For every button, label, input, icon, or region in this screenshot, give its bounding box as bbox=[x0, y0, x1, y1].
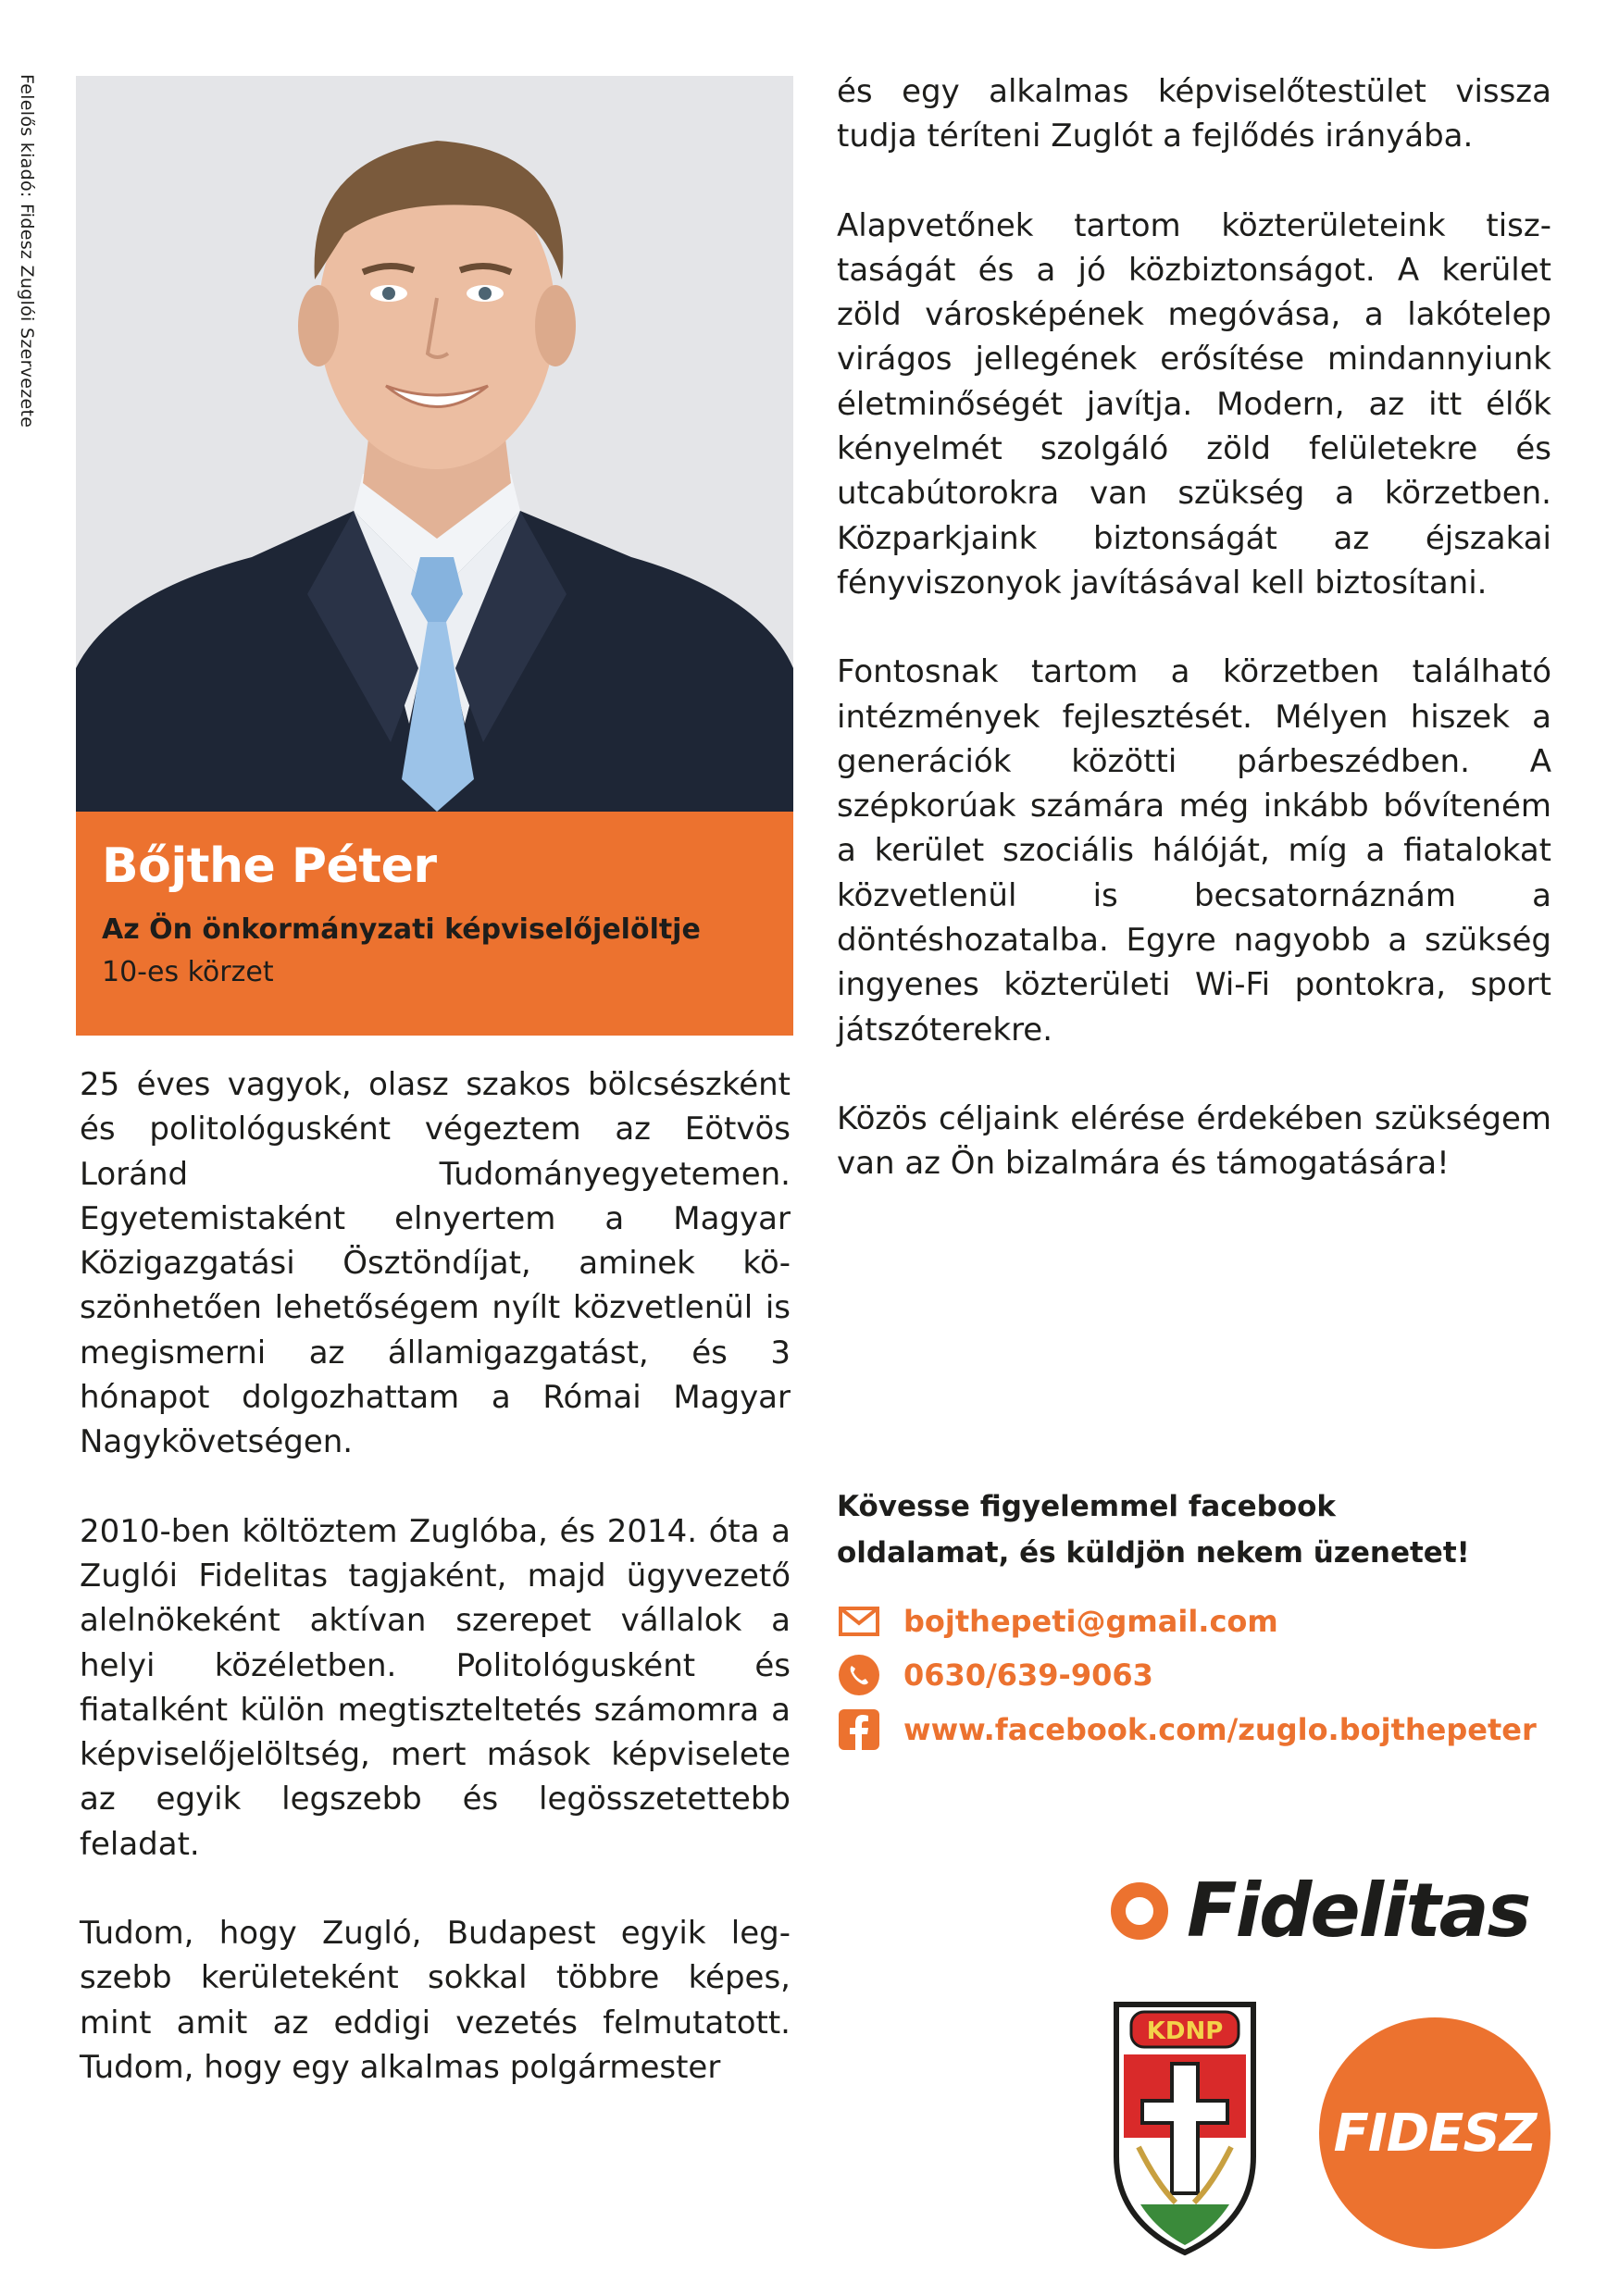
paragraph: Közös céljaink elérése érdekében szükségem van az Ön bizalmára és támogatására! bbox=[837, 1099, 1551, 1183]
facebook-contact[interactable] bbox=[837, 1707, 1537, 1752]
candidate-photo bbox=[76, 76, 793, 812]
candidate-name: Bőjthe Péter bbox=[102, 838, 437, 894]
left-column-text bbox=[80, 1062, 791, 2134]
facebook-icon bbox=[837, 1707, 881, 1752]
follow-line-2: oldalamat, és küldjön nekem üzenetet! bbox=[837, 1536, 1470, 1570]
envelope-icon bbox=[837, 1599, 881, 1644]
phone-number[interactable]: 0630/639-9063 bbox=[903, 1657, 1153, 1693]
paragraph: 2010-ben költöztem Zuglóba, és 2014. óta a Zuglói Fidelitas tagjaként, majd ügyvezető alelnökeként aktívan szerepet vállalok a helyi közéletben. Politológusként és fiatalként külön megtiszteltetés számomra a képviselőjelöltség, mert mások képviselete az egyik legszebb és legösszetettebb feladat. bbox=[80, 1512, 791, 1863]
kdnp-logo bbox=[1111, 1999, 1259, 2262]
phone-contact[interactable] bbox=[837, 1653, 1153, 1697]
candidate-name-panel bbox=[76, 812, 793, 1036]
paragraph: Alapvetőnek tartom közterületeink tisztaságát és a jó közbiztonságot. A kerület zöld városképének megóvása, a lakótelep virágos jellegének erősítése mindannyiunk életminőségét javítja. Modern, az itt élők kényelmét szolgáló zöld felületekre és utcabútorokra van szükség a körzetben. Közparkjaink biztonságát az éjszakai fényviszonyok javításával kell biztosítani. bbox=[837, 206, 1551, 602]
paragraph: Fontosnak tartom a körzetben található intézmények fejlesztését. Mélyen hiszek a generációk közötti párbeszédben. A szépkorúak számára még inkább bővíteném a kerület szociális hálóját, míg a fiatalokat közvetlenül is becsatornáznám a döntéshozatalba. Egyre nagyobb a szükség ingyenes közterületi Wi-Fi pontokra, sport játszóterekre. bbox=[837, 653, 1551, 1049]
fidesz-logo bbox=[1319, 2017, 1551, 2249]
kdnp-label: KDNP bbox=[1146, 2017, 1224, 2045]
email-link[interactable]: bojthepeti@gmail.com bbox=[903, 1604, 1278, 1639]
paragraph: Tudom, hogy Zugló, Budapest egyik legszebb kerületeként sokkal többre képes, mint amit az eddigi vezetés felmutatott. Tudom, hogy egy alkalmas polgármester bbox=[80, 1915, 791, 2086]
fidelitas-wordmark: Fidelitas bbox=[1187, 1868, 1530, 1954]
paragraph: és egy alkalmas képviselőtestület vissza tudja téríteni Zuglót a fejlődés irányába. bbox=[837, 73, 1551, 155]
fidelitas-logo bbox=[1111, 1869, 1529, 1953]
paragraph: 25 éves vagyok, olasz szakos bölcsészként és politológusként végeztem az Eötvös Loránd Tudományegyetemen. Egyetemistaként elnyertem a Magyar Közigazgatási Ösztöndíjat, aminek köszönhetően lehetőségem nyílt közvetlenül is megismerni az államigazgatást, és 3 hónapot dolgozhattam a Római Magyar Nagykövetségen. bbox=[80, 1066, 791, 1461]
follow-callout bbox=[837, 1483, 1559, 1576]
fidesz-wordmark: FIDESZ bbox=[1333, 2103, 1537, 2164]
fidelitas-ring-icon bbox=[1111, 1882, 1168, 1940]
candidate-district: 10-es körzet bbox=[102, 956, 274, 988]
candidate-role: Az Ön önkormányzati képviselőjelöltje bbox=[102, 913, 701, 946]
phone-icon bbox=[837, 1653, 881, 1697]
follow-line-1: Kövesse figyelemmel facebook bbox=[837, 1490, 1337, 1523]
facebook-link[interactable]: www.facebook.com/zuglo.bojthepeter bbox=[903, 1712, 1537, 1747]
email-contact[interactable] bbox=[837, 1599, 1278, 1644]
right-column-text bbox=[837, 69, 1551, 1231]
publisher-imprint: Felelős kiadó: Fidesz Zuglói Szervezete bbox=[17, 74, 37, 428]
